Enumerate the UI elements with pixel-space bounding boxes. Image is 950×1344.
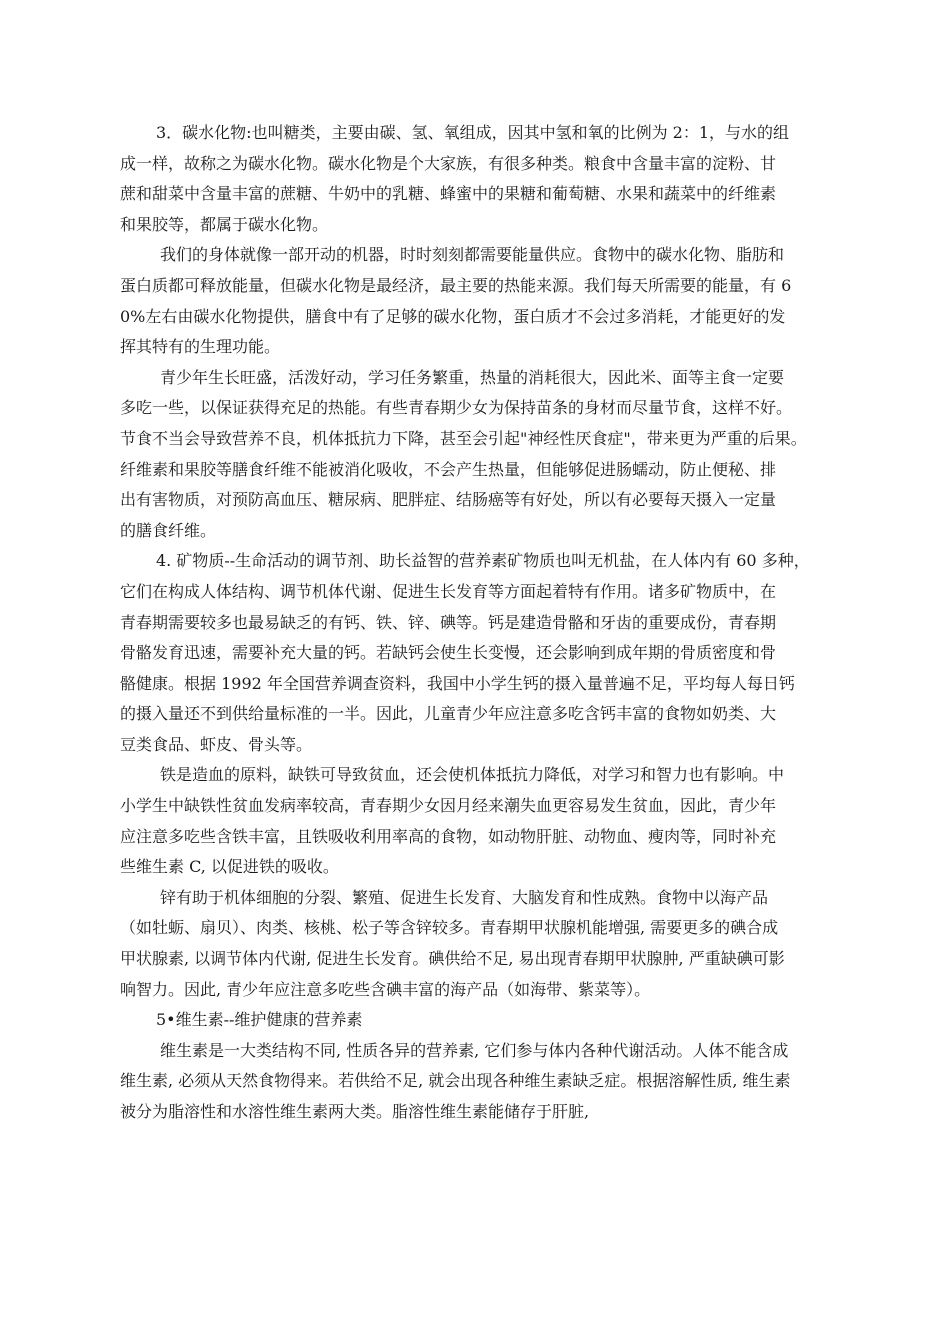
section-heading: 5•维生素--维护健康的营养素	[156, 1010, 363, 1030]
text-line: 成一样，故称之为碳水化物。碳水化物是个大家族，有很多种类。粮食中含量丰富的淀粉、甘	[120, 153, 777, 173]
text-line: 节食不当会导致营养不良，机体抵抗力下降，甚至会引起"神经性厌食症"，带来更为严重的后果。	[120, 428, 807, 448]
text-line: 铁是造血的原料，缺铁可导致贫血，还会使机体抵抗力降低，对学习和智力也有影响。中	[160, 765, 785, 785]
text-line: 青春期需要较多也最易缺乏的有钙、铁、锌、碘等。钙是建造骨骼和牙齿的重要成份，青春期	[120, 612, 777, 632]
text-line: 挥其特有的生理功能。	[120, 337, 281, 357]
text-line: 的摄入量还不到供给量标准的一半。因此，儿童青少年应注意多吃含钙丰富的食物如奶类、大	[120, 704, 777, 724]
text-line: 蔗和甜菜中含量丰富的蔗糖、牛奶中的乳糖、蜂蜜中的果糖和葡萄糖、水果和蔬菜中的纤维素	[120, 184, 777, 204]
text-line: 我们的身体就像一部开动的机器，时时刻刻都需要能量供应。食物中的碳水化物、脂肪和	[160, 245, 785, 265]
text-line: （如牡蛎、扇贝）、肉类、核桃、松子等含锌较多。青春期甲状腺机能增强, 需要更多的碘合成	[120, 918, 779, 938]
text-line: 响智力。因此, 青少年应注意多吃些含碘丰富的海产品（如海带、紫菜等）。	[120, 979, 651, 999]
text-line: 豆类食品、虾皮、骨头等。	[120, 734, 313, 754]
text-line: 小学生中缺铁性贫血发病率较高，青春期少女因月经来潮失血更容易发生贫血，因此，青少年	[120, 796, 777, 816]
text-line: 骨骼发育迅速，需要补充大量的钙。若缺钙会使生长变慢，还会影响到成年期的骨质密度和骨	[120, 643, 777, 663]
text-line: 被分为脂溶性和水溶性维生素两大类。脂溶性维生素能储存于肝脏,	[120, 1102, 590, 1121]
text-line: 骼健康。根据 1992 年全国营养调查资料，我国中小学生钙的摄入量普遍不足，平均每人每日钙	[120, 673, 795, 693]
text-line: 多吃一些，以保证获得充足的热能。有些青春期少女为保持苗条的身材而尽量节食，这样不好。	[120, 398, 793, 418]
text-line: 甲状腺素, 以调节体内代谢, 促进生长发育。碘供给不足, 易出现青春期甲状腺肿, 严重缺碘可影	[120, 949, 785, 969]
text-line: 锌有助于机体细胞的分裂、繁殖、促进生长发育、大脑发育和性成熟。食物中以海产品	[160, 887, 769, 907]
text-line: 3．碳水化物:也叫糖类，主要由碳、氢、氧组成，因其中氢和氧的比例为 2：1，与水的组	[156, 123, 790, 142]
text-line: 青少年生长旺盛，活泼好动，学习任务繁重，热量的消耗很大，因此米、面等主食一定要	[160, 367, 785, 387]
text-line: 4. 矿物质--生命活动的调节剂、助长益智的营养素矿物质也叫无机盐，在人体内有 60 多种，	[156, 551, 810, 571]
text-line: 出有害物质，对预防高血压、糖尿病、肥胖症、结肠癌等有好处，所以有必要每天摄入一定量	[120, 490, 777, 510]
text-line: 蛋白质都可释放能量，但碳水化物是最经济，最主要的热能来源。我们每天所需要的能量，有 6	[120, 275, 792, 295]
text-line: 维生素, 必须从天然食物得来。若供给不足, 就会出现各种维生素缺乏症。根据溶解性质, 维生素	[120, 1071, 791, 1091]
document-body	[120, 118, 850, 1128]
text-line: 应注意多吃些含铁丰富，且铁吸收利用率高的食物，如动物肝脏、动物血、瘦肉等，同时补充	[120, 826, 777, 846]
text-line: 些维生素 C, 以促进铁的吸收。	[120, 857, 339, 877]
text-line: 0%左右由碳水化物提供，膳食中有了足够的碳水化物，蛋白质才不会过多消耗，才能更好的发	[120, 306, 786, 326]
text-line: 和果胶等，都属于碳水化物。	[120, 214, 329, 234]
text-line: 纤维素和果胶等膳食纤维不能被消化吸收，不会产生热量，但能够促进肠蠕动，防止便秘、排	[120, 459, 777, 479]
text-line: 它们在构成人体结构、调节机体代谢、促进生长发育等方面起着特有作用。诸多矿物质中，在	[120, 581, 777, 601]
text-line: 维生素是一大类结构不同, 性质各异的营养素, 它们参与体内各种代谢活动。人体不能含成	[160, 1040, 789, 1060]
text-line: 的膳食纤维。	[120, 520, 217, 540]
